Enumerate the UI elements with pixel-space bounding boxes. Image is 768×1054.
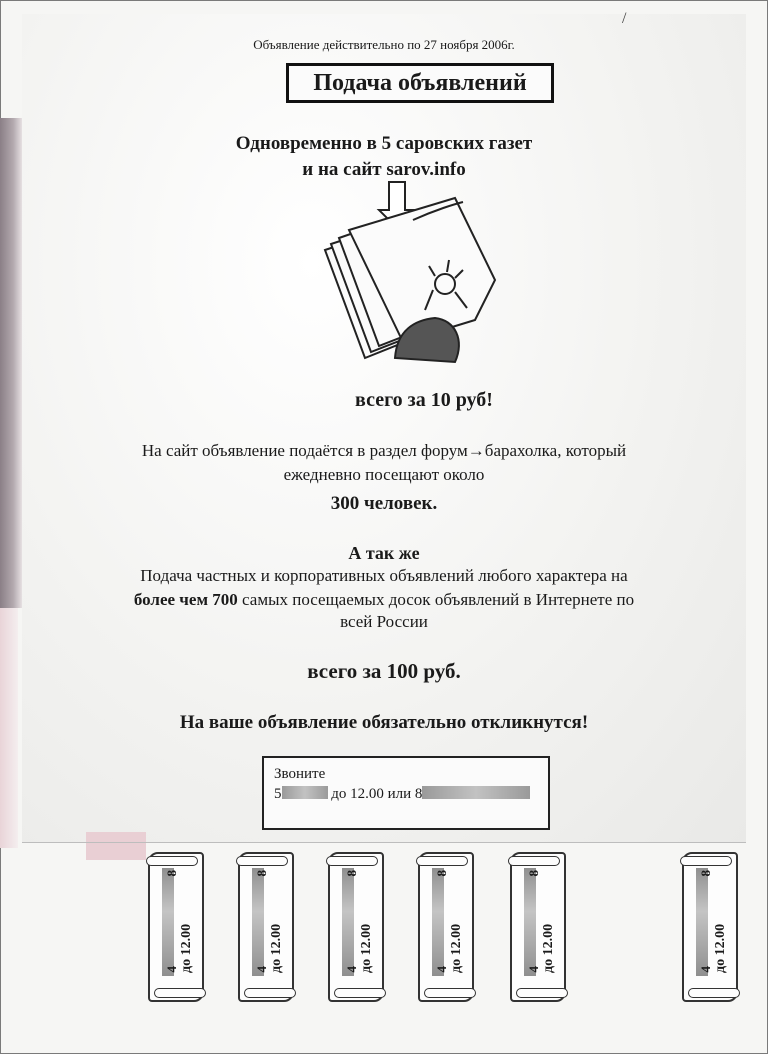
tab-digit-top: 8	[344, 870, 359, 877]
boards-text-line-2-rest: самых посещаемых досок объявлений в Интернете по	[237, 590, 635, 609]
redacted-phone-2	[422, 786, 530, 799]
boards-text-line-1: Подача частных и корпоративных объявлений любого характера на	[140, 566, 628, 585]
headline-line-1: Одновременно в 5 саровских газет	[235, 133, 533, 154]
site-text-line-2: ежедневно посещают около	[283, 465, 485, 484]
price-boards: всего за 100 руб.	[307, 659, 461, 683]
flyer-title: Подача объявлений	[286, 63, 554, 103]
tab-digit-bottom: 4	[526, 966, 541, 973]
validity-note: Объявление действительно по 27 ноября 2006г.	[253, 37, 515, 52]
illustration-man-carrying-papers	[305, 180, 505, 370]
site-text-line-1: На сайт объявление подаётся в раздел форум→барахолка, который	[141, 441, 627, 460]
redacted-phone-1	[282, 786, 328, 799]
headline-line-2: и на сайт sarov.info	[302, 159, 466, 180]
tab-hours: до 12.00	[359, 923, 374, 973]
contact-until: до 12.00 или	[331, 786, 412, 802]
redacted-phone	[432, 868, 444, 976]
phone-2-prefix: 8	[414, 786, 423, 802]
visitors-count: 300 человек.	[330, 493, 438, 514]
tear-off-tab[interactable]	[148, 852, 204, 1002]
redacted-phone	[162, 868, 174, 976]
closing-line: На ваше объявление обязательно откликнутся!	[179, 712, 589, 733]
contact-label: Звоните	[274, 766, 326, 782]
boards-text-line-2	[0, 590, 768, 610]
tab-hours: до 12.00	[179, 923, 194, 973]
boards-text-line-3: всей России	[340, 612, 428, 631]
tab-digit-bottom: 4	[344, 966, 359, 973]
contact-phones	[274, 784, 538, 804]
tab-digit-top: 8	[698, 870, 713, 877]
contact-box	[262, 756, 550, 830]
tab-hours: до 12.00	[449, 923, 464, 973]
tab-digit-bottom: 4	[434, 966, 449, 973]
tab-digit-bottom: 4	[164, 966, 179, 973]
tab-digit-bottom: 4	[698, 966, 713, 973]
tab-digit-top: 8	[434, 870, 449, 877]
tear-off-tab[interactable]	[510, 852, 566, 1002]
tear-off-tab[interactable]	[238, 852, 294, 1002]
tab-digit-top: 8	[526, 870, 541, 877]
redacted-phone	[696, 868, 708, 976]
scan-left-edge	[0, 118, 22, 608]
tab-hours: до 12.00	[713, 923, 728, 973]
tear-off-tab[interactable]	[328, 852, 384, 1002]
tab-digit-bottom: 4	[254, 966, 269, 973]
tab-hours: до 12.00	[541, 923, 556, 973]
redacted-phone	[524, 868, 536, 976]
pen-mark: /	[622, 10, 627, 27]
price-site: всего за 10 руб!	[355, 389, 493, 411]
tab-digit-top: 8	[164, 870, 179, 877]
redacted-phone	[252, 868, 264, 976]
tab-digit-top: 8	[254, 870, 269, 877]
also-heading: А так же	[348, 543, 420, 563]
boards-count: более чем 700	[133, 590, 238, 609]
tear-off-tab[interactable]	[682, 852, 738, 1002]
redacted-phone	[342, 868, 354, 976]
tab-hours: до 12.00	[269, 923, 284, 973]
phone-1-prefix: 5	[274, 786, 282, 802]
tear-off-tab[interactable]	[418, 852, 474, 1002]
